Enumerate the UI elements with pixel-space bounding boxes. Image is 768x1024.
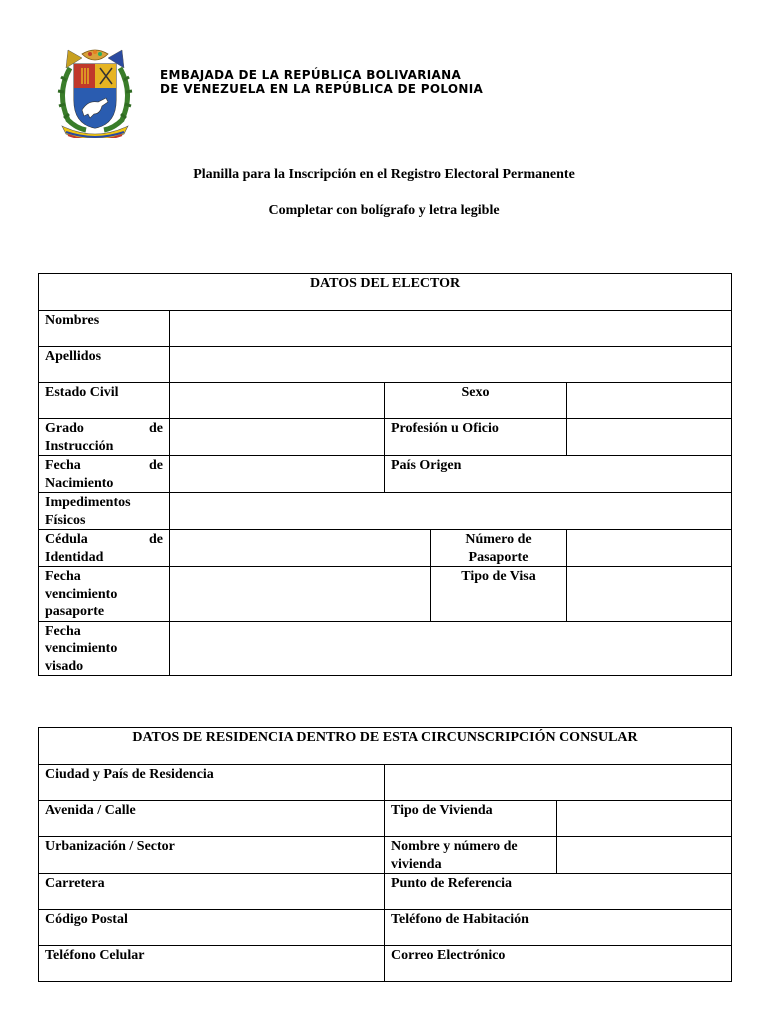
cedula-label [39,530,170,567]
nombre-vivienda-line-1: Nombre y número de [391,839,518,854]
residence-data-table [38,727,732,982]
nombre-vivienda-label [385,837,557,874]
venc-visa-line-1: Fecha [45,623,81,639]
vencimiento-visado-label [39,621,170,676]
correo-electronico-label: Correo Electrónico [385,946,732,982]
impedimentos-line-2: Físicos [45,512,86,528]
fecha-nacimiento-label [39,456,170,493]
elector-data-table [38,273,732,676]
venc-pas-line-2: vencimiento [45,586,118,602]
pasaporte-line-1: Número de [465,532,532,547]
embassy-name [160,68,483,96]
venc-pas-line-3: pasaporte [45,604,105,619]
form-title: Planilla para la Inscripción en el Registro Electoral Permanente [193,167,575,182]
embassy-name-line1: EMBAJADA DE LA REPÚBLICA BOLIVARIANA [160,68,462,82]
punto-referencia-label: Punto de Referencia [385,874,732,910]
grado-instruccion-field[interactable] [170,419,385,456]
vencimiento-pasaporte-label [39,567,170,622]
telefono-celular-label: Teléfono Celular [39,946,385,982]
elector-section-heading: DATOS DEL ELECTOR [39,274,732,311]
estado-civil-label: Estado Civil [39,383,170,419]
fecha-nac-word-1: Fecha [45,458,81,473]
grado-word-3: Instrucción [45,438,114,454]
telefono-habitacion-label: Teléfono de Habitación [385,910,732,946]
fecha-nac-word-2: de [149,458,163,473]
avenida-calle-label: Avenida / Calle [39,801,385,837]
profesion-label: Profesión u Oficio [385,419,567,456]
sexo-field[interactable] [567,383,732,419]
fecha-nac-word-3: Nacimiento [45,475,114,491]
cedula-word-3: Identidad [45,549,104,565]
grado-word-1: Grado [45,421,84,436]
cedula-word-1: Cédula [45,532,88,547]
residence-section-heading: DATOS DE RESIDENCIA DENTRO DE ESTA CIRCUNSCRIPCIÓN CONSULAR [39,728,732,765]
vencimiento-visado-field[interactable] [170,621,732,676]
cedula-field[interactable] [170,530,431,567]
impedimentos-line-1: Impedimentos [45,495,131,510]
nombre-vivienda-field[interactable] [557,837,732,874]
tipo-vivienda-label: Tipo de Vivienda [385,801,557,837]
embassy-name-line2: DE VENEZUELA EN LA REPÚBLICA DE POLONIA [160,82,484,96]
nombre-vivienda-line-2: vivienda [391,856,442,872]
tipo-vivienda-field[interactable] [557,801,732,837]
nombres-field[interactable] [170,311,732,347]
carretera-label: Carretera [39,874,385,910]
apellidos-field[interactable] [170,347,732,383]
document-header [52,48,732,138]
estado-civil-field[interactable] [170,383,385,419]
impedimentos-label [39,493,170,530]
form-instructions: Completar con bolígrafo y letra legible [268,203,500,218]
vencimiento-pasaporte-field[interactable] [170,567,431,622]
nombres-label: Nombres [39,311,170,347]
venc-pas-line-1: Fecha [45,569,81,584]
impedimentos-field[interactable] [170,493,732,530]
ciudad-pais-field[interactable] [385,765,732,801]
grado-instruccion-label [39,419,170,456]
pasaporte-line-2: Pasaporte [468,549,529,565]
cedula-word-2: de [149,532,163,547]
profesion-field[interactable] [567,419,732,456]
codigo-postal-label: Código Postal [39,910,385,946]
urbanizacion-sector-label: Urbanización / Sector [39,837,385,874]
grado-word-2: de [149,421,163,436]
tipo-visa-label: Tipo de Visa [431,567,567,622]
ciudad-pais-label: Ciudad y País de Residencia [39,765,385,801]
tipo-visa-field[interactable] [567,567,732,622]
fecha-nacimiento-field[interactable] [170,456,385,493]
coat-of-arms-emblem [52,48,138,138]
venc-visa-line-3: visado [45,658,84,674]
venc-visa-line-2: vencimiento [45,641,118,656]
pasaporte-label [431,530,567,567]
pais-origen-label: País Origen [385,456,732,493]
sexo-label: Sexo [385,383,567,419]
pasaporte-field[interactable] [567,530,732,567]
apellidos-label: Apellidos [39,347,170,383]
